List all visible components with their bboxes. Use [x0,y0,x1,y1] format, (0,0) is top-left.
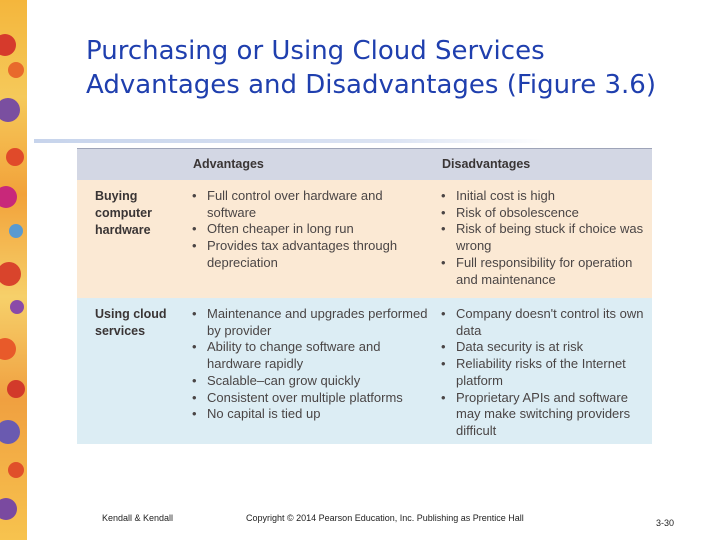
row-label-line: services [95,324,146,338]
list-item: • Full control over hardware and software [192,188,432,221]
footer-authors: Kendall & Kendall [102,513,174,523]
decorative-dot [8,462,24,478]
row-label-line: computer [95,206,152,220]
slide-title [86,34,686,102]
decorative-left-strip [0,0,27,540]
cloud-disadvantages-list [441,306,646,440]
decorative-dot [8,62,24,78]
comparison-table [77,148,652,444]
list-item: • Risk of obsolescence [441,205,646,222]
table-header [77,148,652,180]
title-divider [34,139,546,143]
list-item: • Maintenance and upgrades performed by provider [192,306,432,339]
disadvantages-column-header: Disadvantages [442,157,531,171]
row-label-using-cloud [95,306,190,340]
decorative-dot [7,380,25,398]
row-label-buying-hardware [95,188,190,239]
slide-title-line-2: Advantages and Disadvantages (Figure 3.6) [86,70,656,100]
list-item: • Often cheaper in long run [192,221,432,238]
decorative-dot [0,98,20,122]
decorative-dot [0,34,16,56]
decorative-dot [0,262,21,286]
decorative-dot [9,224,23,238]
list-item: • Initial cost is high [441,188,646,205]
cloud-advantages-list [192,306,432,423]
row-label-line: hardware [95,223,151,237]
list-item: • Full responsibility for operation and maintenance [441,255,646,288]
list-item: • Reliability risks of the Internet platform [441,356,646,389]
decorative-dot [0,498,17,520]
footer-page-number: 3-30 [656,518,675,528]
list-item: • Consistent over multiple platforms [192,390,432,407]
list-item: • No capital is tied up [192,406,432,423]
list-item: • Proprietary APIs and software may make switching providers difficult [441,390,646,440]
decorative-dot [10,300,24,314]
decorative-dot [0,186,17,208]
row-label-line: Buying [95,189,138,203]
buying-advantages-list [192,188,432,272]
table-row-buying-hardware [77,180,652,298]
decorative-dot [0,420,20,444]
decorative-dot [6,148,24,166]
footer-copyright: Copyright © 2014 Pearson Education, Inc. Publishing as Prentice Hall [246,513,524,523]
list-item: • Risk of being stuck if choice was wrong [441,221,646,254]
list-item: • Scalable–can grow quickly [192,373,432,390]
decorative-dot [0,338,16,360]
list-item: • Company doesn't control its own data [441,306,646,339]
list-item: • Ability to change software and hardware rapidly [192,339,432,372]
list-item: • Data security is at risk [441,339,646,356]
table-row-using-cloud [77,298,652,444]
slide-title-line-1: Purchasing or Using Cloud Services [86,36,545,66]
buying-disadvantages-list [441,188,646,288]
row-label-line: Using cloud [95,307,167,321]
advantages-column-header: Advantages [193,157,264,171]
list-item: • Provides tax advantages through depreciation [192,238,432,271]
